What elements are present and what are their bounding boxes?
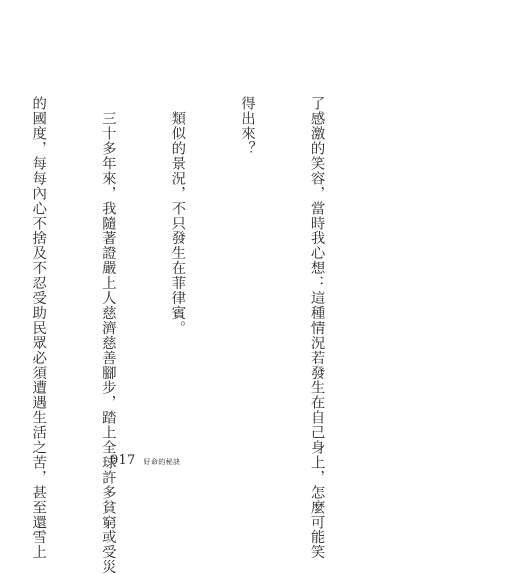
text-column-2: 得出來？ [238, 96, 255, 156]
running-title: 好命的秘訣 [143, 458, 181, 466]
page-footer [110, 453, 180, 468]
text-column-3: 類似的景況，不只發生在菲律賓。 [169, 96, 186, 336]
text-column-1: 了感激的笑容，當時我心想：這種情況若發生在自己身上，怎麼可能笑 [308, 96, 325, 560]
text-column-5: 的國度，每每內心不捨及不忍受助民眾必須遭遇生活之苦，甚至還雪上 [30, 96, 47, 560]
text-column-4: 三十多年來，我隨著證嚴上人慈濟慈善腳步，踏上全球許多貧窮或受災 [99, 96, 116, 574]
page-number: 017 [110, 453, 136, 468]
